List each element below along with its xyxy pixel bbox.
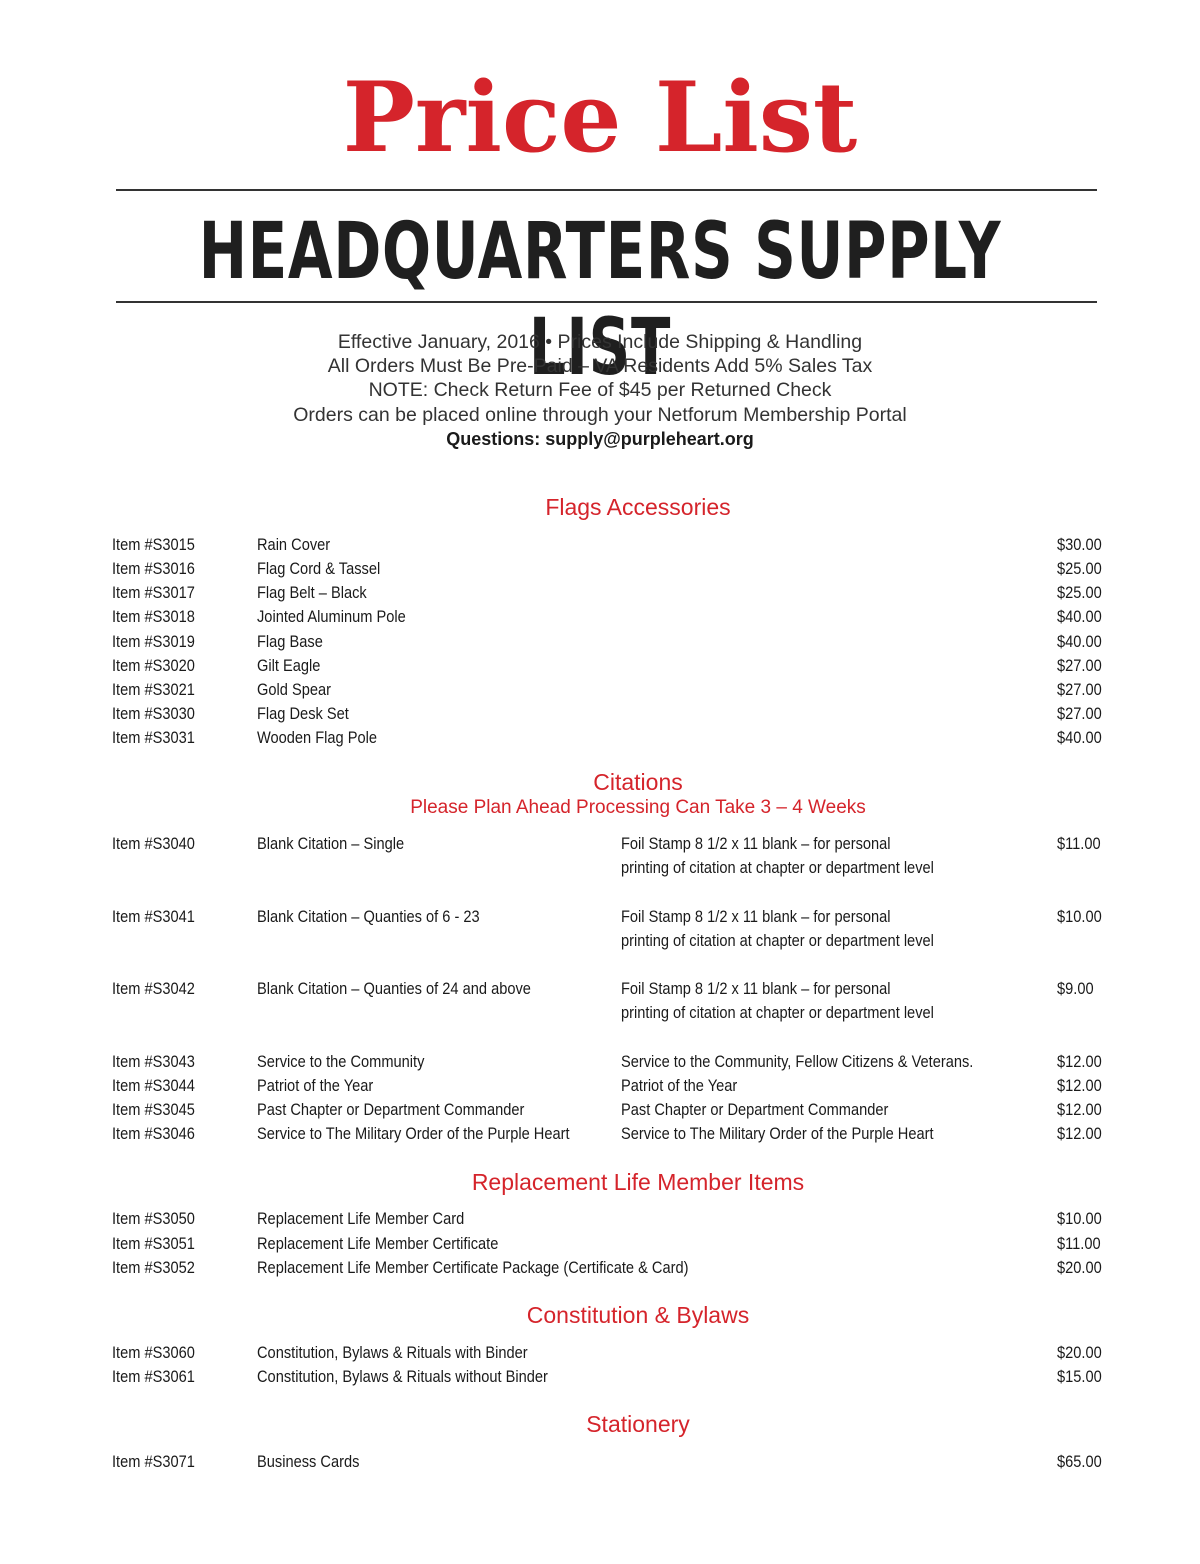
page-title: Price List <box>342 61 858 174</box>
intro-notes <box>0 330 1200 451</box>
item-name: Replacement Life Member Certificate <box>257 1234 499 1253</box>
item-id: Item #S3021 <box>112 680 195 699</box>
item-price: $20.00 <box>1057 1258 1102 1277</box>
intro-online: Orders can be placed online through your Netforum Membership Portal <box>293 403 907 426</box>
item-name: Business Cards <box>257 1452 360 1471</box>
item-price: $30.00 <box>1057 535 1102 554</box>
item-price: $11.00 <box>1057 1234 1101 1253</box>
item-description: Foil Stamp 8 1/2 x 11 blank – for personal <box>621 979 891 998</box>
item-name: Rain Cover <box>257 535 331 554</box>
intro-prepaid: All Orders Must Be Pre-Paid – VA Residents Add 5% Sales Tax <box>327 355 873 378</box>
item-price: $12.00 <box>1057 1124 1102 1143</box>
item-id: Item #S3043 <box>112 1052 195 1071</box>
item-price: $10.00 <box>1057 907 1102 926</box>
item-description: Patriot of the Year <box>621 1076 738 1095</box>
item-description-cont: printing of citation at chapter or department level <box>621 931 934 950</box>
item-name: Blank Citation – Quanties of 6 - 23 <box>257 907 480 926</box>
item-name: Service to the Community <box>257 1052 425 1071</box>
section-title-flags: Flags Accessories <box>545 494 731 520</box>
item-id: Item #S3019 <box>112 632 195 651</box>
item-price: $12.00 <box>1057 1052 1102 1071</box>
intro-effective: Effective January, 2016 • Prices Include Shipping & Handling <box>337 331 863 353</box>
item-price: $15.00 <box>1057 1367 1102 1386</box>
item-id: Item #S3050 <box>112 1209 195 1228</box>
item-id: Item #S3061 <box>112 1367 195 1386</box>
item-price: $27.00 <box>1057 680 1102 699</box>
item-name: Constitution, Bylaws & Rituals with Binder <box>257 1343 528 1362</box>
item-name: Flag Cord & Tassel <box>257 559 381 578</box>
item-name: Gold Spear <box>257 680 331 699</box>
item-id: Item #S3051 <box>112 1234 195 1253</box>
item-price: $20.00 <box>1057 1343 1102 1362</box>
intro-check-fee: NOTE: Check Return Fee of $45 per Returned Check <box>368 379 832 402</box>
item-id: Item #S3042 <box>112 979 195 998</box>
item-id: Item #S3044 <box>112 1076 195 1095</box>
item-description-cont: printing of citation at chapter or department level <box>621 1003 934 1022</box>
item-id: Item #S3016 <box>112 559 195 578</box>
citations-note: Please Plan Ahead Processing Can Take 3 – 4 Weeks <box>410 797 866 818</box>
item-name: Flag Desk Set <box>257 704 349 723</box>
item-price: $12.00 <box>1057 1100 1102 1119</box>
item-price: $25.00 <box>1057 559 1102 578</box>
item-id: Item #S3040 <box>112 834 195 853</box>
item-name: Wooden Flag Pole <box>257 728 378 747</box>
item-price: $40.00 <box>1057 728 1102 747</box>
item-id: Item #S3031 <box>112 728 195 747</box>
item-description: Service to the Community, Fellow Citizens & Veterans. <box>621 1052 974 1071</box>
item-name: Patriot of the Year <box>257 1076 374 1095</box>
item-name: Blank Citation – Quanties of 24 and above <box>257 979 531 998</box>
item-name: Gilt Eagle <box>257 656 321 675</box>
section-title-constitution: Constitution & Bylaws <box>526 1302 750 1328</box>
item-name: Replacement Life Member Certificate Package (Certificate & Card) <box>257 1258 689 1277</box>
bottom-divider <box>116 301 1097 303</box>
item-description: Past Chapter or Department Commander <box>621 1100 889 1119</box>
item-name: Blank Citation – Single <box>257 834 405 853</box>
item-id: Item #S3060 <box>112 1343 195 1362</box>
item-price: $40.00 <box>1057 607 1102 626</box>
item-id: Item #S3017 <box>112 583 195 602</box>
item-name: Flag Belt – Black <box>257 583 367 602</box>
section-title-citations: Citations <box>593 769 683 795</box>
item-id: Item #S3071 <box>112 1452 195 1471</box>
item-name: Flag Base <box>257 632 323 651</box>
item-price: $27.00 <box>1057 656 1102 675</box>
item-description: Foil Stamp 8 1/2 x 11 blank – for personal <box>621 907 891 926</box>
item-name: Replacement Life Member Card <box>257 1209 465 1228</box>
item-name: Constitution, Bylaws & Rituals without Binder <box>257 1367 548 1386</box>
intro-questions: Questions: supply@purpleheart.org <box>446 428 754 449</box>
item-price: $65.00 <box>1057 1452 1102 1471</box>
item-price: $10.00 <box>1057 1209 1102 1228</box>
item-price: $11.00 <box>1057 834 1101 853</box>
item-price: $9.00 <box>1057 979 1094 998</box>
item-id: Item #S3018 <box>112 607 195 626</box>
item-description: Service to The Military Order of the Purple Heart <box>621 1124 934 1143</box>
item-id: Item #S3015 <box>112 535 195 554</box>
item-description: Foil Stamp 8 1/2 x 11 blank – for personal <box>621 834 891 853</box>
item-id: Item #S3045 <box>112 1100 195 1119</box>
item-id: Item #S3020 <box>112 656 195 675</box>
item-price: $27.00 <box>1057 704 1102 723</box>
item-price: $40.00 <box>1057 632 1102 651</box>
section-title-stationery: Stationery <box>586 1411 690 1437</box>
item-id: Item #S3052 <box>112 1258 195 1277</box>
item-description-cont: printing of citation at chapter or department level <box>621 858 934 877</box>
page-subtitle: HEADQUARTERS SUPPLY LIST <box>198 207 1002 393</box>
item-name: Jointed Aluminum Pole <box>257 607 406 626</box>
item-price: $12.00 <box>1057 1076 1102 1095</box>
item-id: Item #S3030 <box>112 704 195 723</box>
item-name: Service to The Military Order of the Purple Heart <box>257 1124 570 1143</box>
section-title-replacement: Replacement Life Member Items <box>471 1169 805 1195</box>
item-name: Past Chapter or Department Commander <box>257 1100 525 1119</box>
item-id: Item #S3046 <box>112 1124 195 1143</box>
item-id: Item #S3041 <box>112 907 195 926</box>
top-divider <box>116 189 1097 191</box>
item-price: $25.00 <box>1057 583 1102 602</box>
